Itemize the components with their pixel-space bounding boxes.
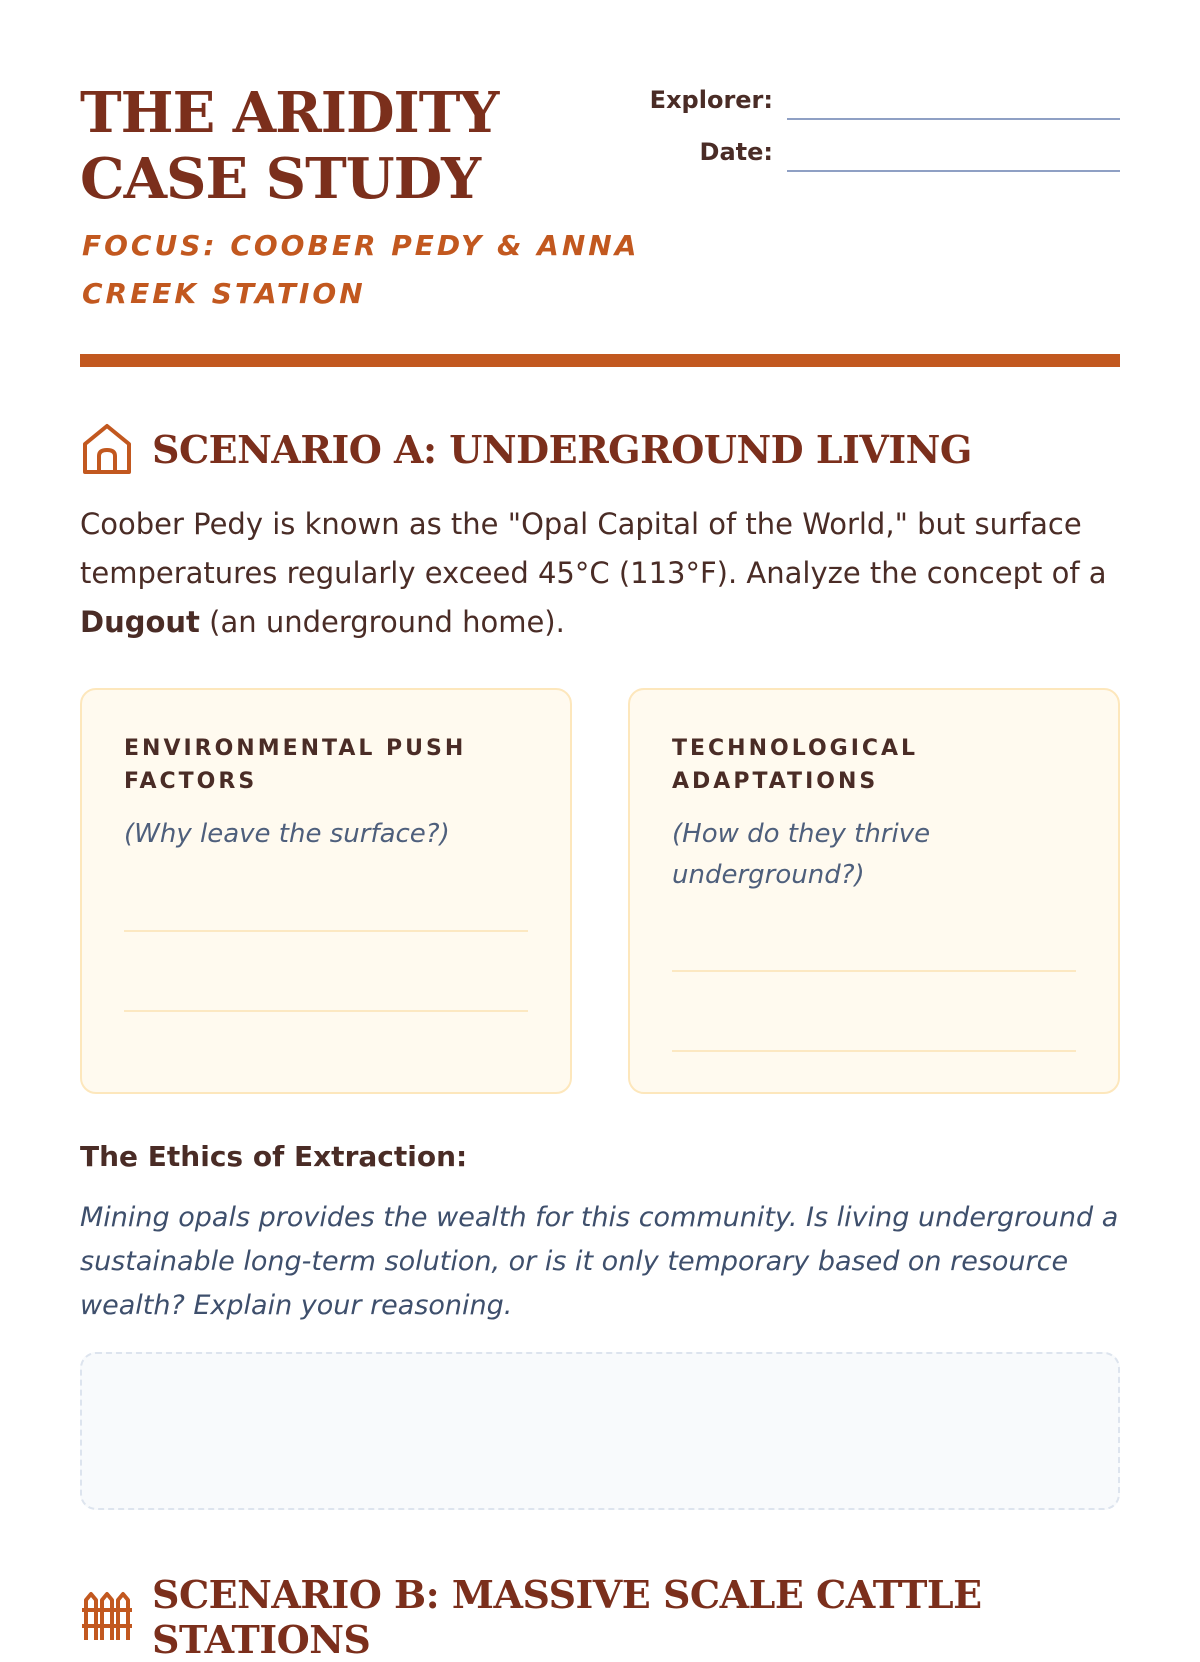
explorer-label: Explorer: [649,86,773,114]
ethics-label: The Ethics of Extraction: [80,1140,468,1173]
push-factors-card [80,688,572,1094]
house-icon [80,422,134,476]
scenario-a-intro [80,500,1120,647]
scenario-a-title: SCENARIO A: UNDERGROUND LIVING [152,426,972,472]
answer-line[interactable] [124,1010,528,1012]
explorer-field[interactable] [787,80,1120,120]
student-info [640,80,1120,184]
intro-text: Coober Pedy is known as the "Opal Capital of the World," but surface temperatures regularly exceed 45°C (113°F). Analyze the concept of a [80,507,1107,590]
date-label: Date: [699,138,773,166]
fence-icon [80,1590,134,1644]
intro-tail: (an underground home). [199,605,565,639]
date-row [640,132,1120,172]
ethics-answer-box[interactable] [80,1352,1120,1510]
header-divider [80,354,1120,367]
adaptations-card [628,688,1120,1094]
card-title: TECHNOLOGICAL ADAPTATIONS [672,736,919,794]
intro-bold-term: Dugout [80,605,200,639]
date-field[interactable] [787,132,1120,172]
answer-line[interactable] [672,970,1076,972]
card-hint: (Why leave the surface?) [124,819,450,849]
scenario-b-header [80,1572,1200,1662]
page-title: THE ARIDITY CASE STUDY [80,80,499,212]
explorer-row [640,80,1120,120]
answer-line[interactable] [124,930,528,932]
scenario-a-header [80,422,972,476]
answer-line[interactable] [672,1050,1076,1052]
ethics-question: Mining opals provides the wealth for this community. Is living underground a sustainable long-term solution, or is it only temporary based on resource wealth? Explain your reasoning. [80,1202,1119,1321]
page-subtitle: FOCUS: COOBER PEDY & ANNA CREEK STATION [82,229,640,310]
card-title: ENVIRONMENTAL PUSH FACTORS [124,736,467,794]
scenario-b-title: SCENARIO B: MASSIVE SCALE CATTLE STATIONS [152,1572,982,1662]
card-hint: (How do they thrive underground?) [672,819,931,890]
